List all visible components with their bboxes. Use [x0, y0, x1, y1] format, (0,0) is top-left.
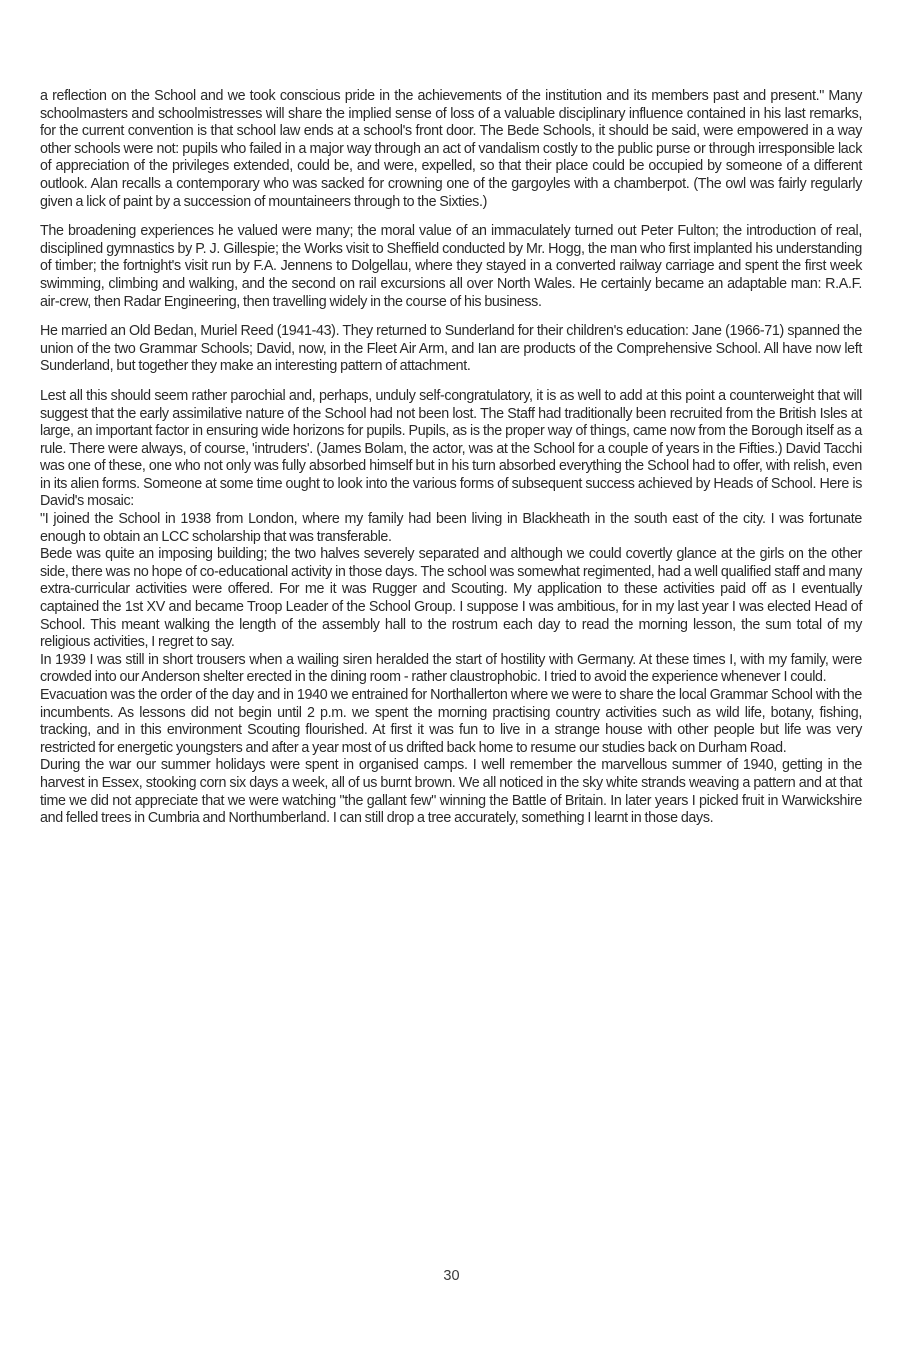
paragraph-broadening-experiences: The broadening experiences he valued were many; the moral value of an immaculately turned out Peter Fulton; the introduction of real, disciplined gymnastics by P. J. Gillespie; the Works visit to Sheffield conducted by Mr. Hogg, the man who first implanted his understanding of timber; the fortnight's visit run by F.A. Jennens to Dolgellau, where they stayed in a converted railway carriage and spent the first week swimming, climbing and walking, and the second on rail excursions all over North Wales. He certainly became an adaptable man: R.A.F. air-crew, then Radar Engineering, then travelling widely in the course of his business. — [40, 223, 862, 310]
quote-paragraph-bede-building: Bede was quite an imposing building; the two halves severely separated and although we could covertly glance at the girls on the other side, there was no hope of co-educational activity in those days. The school was somewhat regimented, had a well qualified staff and many extra-curricular activities were offered. For me it was Rugger and Scouting. My application to these activities paid off as I eventually captained the 1st XV and became Troop Leader of the School Group. I suppose I was ambitious, for in my last year I was elected Head of School. This meant walking the length of the assembly hall to the rostrum each day to read the morning lesson, the sum total of my religious activities, I regret to say. — [40, 546, 862, 651]
quote-paragraph-evacuation: Evacuation was the order of the day and in 1940 we entrained for Northallerton where we were to share the local Grammar School with the incumbents. As lessons did not begin until 2 p.m. we spent the morning practising country activities such as wild life, botany, fishing, tracking, and in this environment Scouting flourished. At first it was fun to live in a strange house with other people but life was very restricted for energetic youngsters and after a year most of us drifted back home to resume our studies back on Durham Road. — [40, 687, 862, 756]
quote-paragraph-1939: In 1939 I was still in short trousers when a wailing siren heralded the start of hostility with Germany. At these times I, with my family, were crowded into our Anderson shelter erected in the dining room - rather claustrophobic. I tried to avoid the experience whenever I could. — [40, 651, 862, 686]
paragraph-school-pride: a reflection on the School and we took conscious pride in the achievements of the institution and its members past and present." Many schoolmasters and schoolmistresses will share the implied sense of loss of a valuable disciplinary influence contained in his last remarks, for the current convention is that school law ends at a school's front door. The Bede Schools, it should be said, were empowered in a way other schools were not: pupils who failed in a major way through an act of vandalism costly to the public purse or through irresponsible lack of appreciation of the privileges extended, could be, and were, expelled, so that their place could be occupied by someone of a different outlook. Alan recalls a contemporary who was sacked for crowning one of the gargoyles with a chamberpot. (The owl was fairly regularly given a lick of paint by a succession of mountaineers through to the Sixties.) — [40, 88, 862, 210]
quote-paragraph-war-holidays: During the war our summer holidays were spent in organised camps. I well remember the marvellous summer of 1940, getting in the harvest in Essex, stooking corn six days a week, all of us burnt brown. We all noticed in the sky white strands weaving a pattern and at that time we did not appreciate that we were watching "the gallant few" winning the Battle of Britain. In later years I picked fruit in Warwickshire and felled trees in Cumbria and Northumberland. I can still drop a tree accurately, something I learnt in those days. — [40, 757, 862, 827]
document-page — [40, 88, 862, 828]
page-number: 30 — [443, 1268, 460, 1284]
david-mosaic-quote — [40, 511, 862, 828]
quote-paragraph-joining: "I joined the School in 1938 from London, where my family had been living in Blackheath in the south east of the city. I was fortunate enough to obtain an LCC scholarship that was transferable. — [40, 511, 862, 545]
paragraph-counterweight: Lest all this should seem rather parochial and, perhaps, unduly self-congratulatory, it is as well to add at this point a counterweight that will suggest that the early assimilative nature of the School had not been lost. The Staff had traditionally been recruited from the British Isles at large, an important factor in ensuring wide horizons for pupils. Pupils, as is the proper way of things, came now from the Borough itself as a rule. There were always, of course, 'intruders'. (James Bolam, the actor, was at the School for a couple of years in the Fifties.) David Tacchi was one of these, one who not only was fully absorbed himself but in his turn absorbed everything the School had to offer, with relish, even in its alien forms. Someone at some time ought to look into the various forms of subsequent success achieved by Heads of School. Here is David's mosaic: — [40, 387, 862, 510]
paragraph-marriage: He married an Old Bedan, Muriel Reed (1941-43). They returned to Sunderland for their children's education: Jane (1966-71) spanned the union of the two Grammar Schools; David, now, in the Fleet Air Arm, and Ian are products of the Comprehensive School. All have now left Sunderland, but together they make an interesting pattern of attachment. — [40, 323, 862, 375]
